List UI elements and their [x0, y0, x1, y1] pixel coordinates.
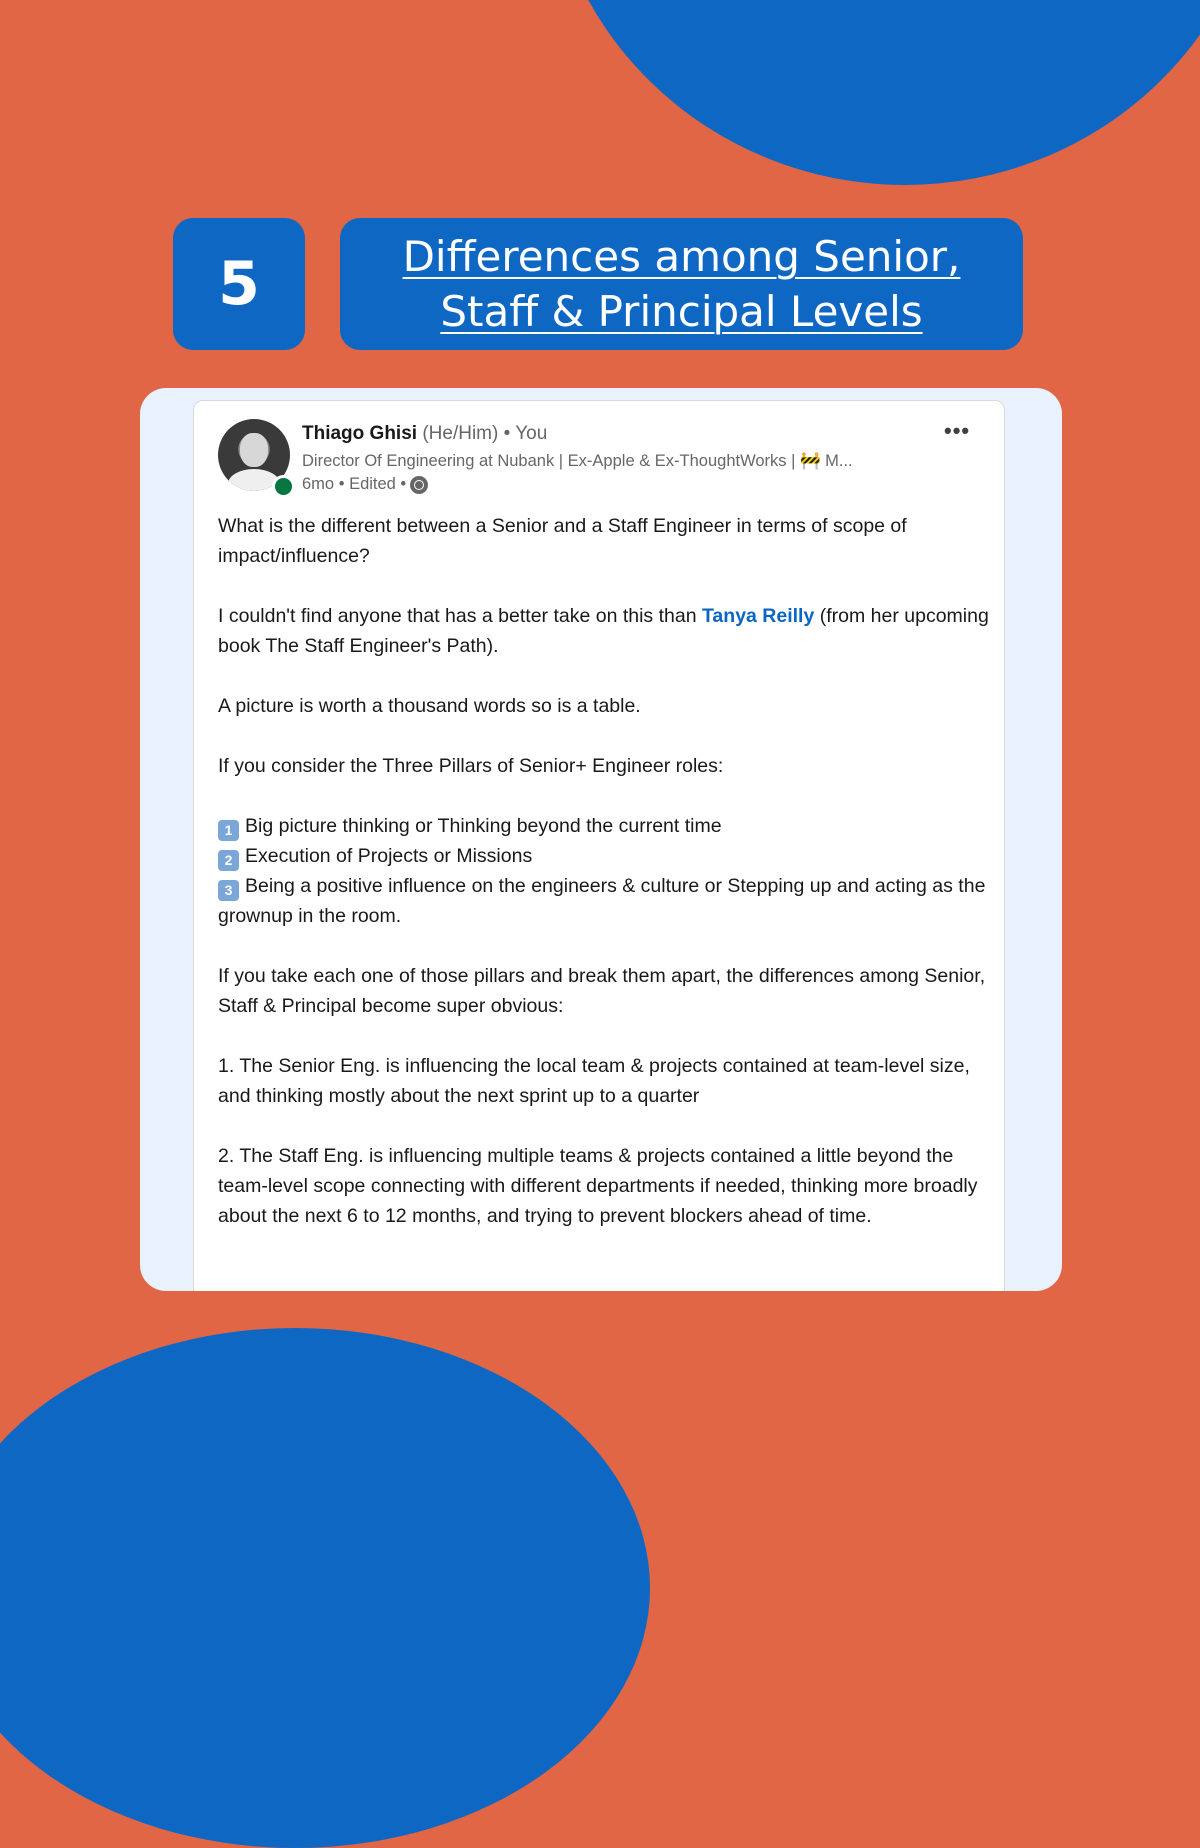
post-paragraph-7: 2. The Staff Eng. is influencing multiple teams & projects contained a little beyond the team-level scope connecting with different departments if needed, thinking more broadly about the next 6 to 12 months, and trying to prevent blockers ahead of time.	[218, 1145, 978, 1227]
post-body	[218, 511, 993, 1261]
post-paragraph-1: What is the different between a Senior and a Staff Engineer in terms of scope of impact/influence?	[218, 515, 907, 567]
author-pronouns: (He/Him)	[422, 423, 499, 444]
pillar-text: Execution of Projects or Missions	[245, 845, 533, 867]
decorative-circle-bottom	[0, 1328, 650, 1848]
pillar-text: Big picture thinking or Thinking beyond the current time	[245, 815, 722, 837]
post-screenshot-frame	[140, 388, 1062, 1291]
avatar-face	[240, 433, 268, 467]
post-edited: • Edited •	[338, 475, 407, 493]
post-time: 6mo	[302, 475, 335, 493]
author-headline: Director Of Engineering at Nubank | Ex-Apple & Ex-ThoughtWorks | 🚧 M...	[302, 452, 853, 470]
slide-title-line-2: Staff & Principal Levels	[440, 287, 923, 336]
post-paragraph-2	[218, 601, 993, 661]
author-name[interactable]: Thiago Ghisi	[302, 423, 418, 444]
linkedin-post-card	[193, 400, 1005, 1291]
author-line	[302, 423, 547, 445]
slide-number-badge: 5	[173, 218, 305, 350]
mention-link[interactable]: Tanya Reilly	[701, 605, 815, 627]
pillar-item	[218, 841, 993, 871]
online-status-icon	[272, 475, 295, 498]
pillar-item	[218, 871, 993, 931]
decorative-circle-top	[545, 0, 1200, 185]
pillar-item	[218, 811, 993, 841]
keycap-3-icon: 3	[218, 880, 239, 901]
keycap-1-icon: 1	[218, 820, 239, 841]
post-paragraph-6: 1. The Senior Eng. is influencing the local team & projects contained at team-level size, and thinking mostly about the next sprint up to a quarter	[218, 1055, 970, 1107]
pillar-text: Being a positive influence on the engineers & culture or Stepping up and acting as the grownup in the room.	[218, 875, 986, 927]
post-paragraph-3: A picture is worth a thousand words so is a table.	[218, 695, 641, 717]
pillars-list	[218, 811, 993, 931]
author-relation: • You	[503, 423, 548, 444]
post-paragraph-2-end: (from her upcoming book The Staff Engineer's Path).	[218, 605, 989, 657]
more-options-icon[interactable]: •••	[944, 418, 971, 443]
post-paragraph-2-start: I couldn't find anyone that has a better take on this than	[218, 605, 702, 627]
post-meta	[302, 475, 428, 494]
post-paragraph-4: If you consider the Three Pillars of Senior+ Engineer roles:	[218, 755, 724, 777]
globe-icon	[410, 476, 428, 494]
slide-title	[340, 218, 1023, 350]
keycap-2-icon: 2	[218, 850, 239, 871]
post-paragraph-5: If you take each one of those pillars and break them apart, the differences among Senior, Staff & Principal become super obvious:	[218, 965, 986, 1017]
slide-title-line-1: Differences among Senior,	[402, 232, 961, 281]
